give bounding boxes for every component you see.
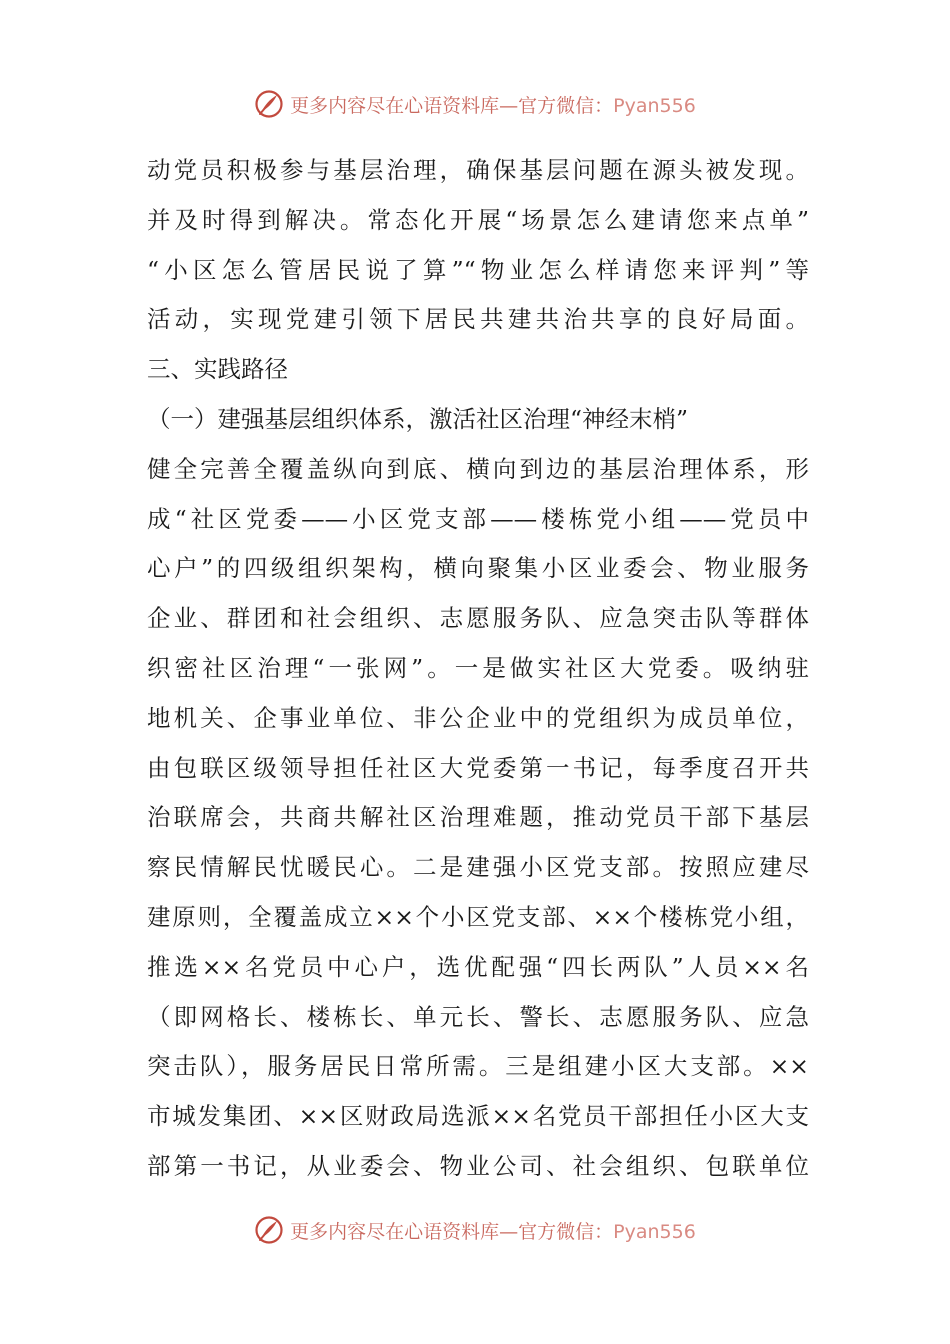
body-line: 部第一书记，从业委会、物业公司、社会组织、包联单位 <box>147 1151 809 1180</box>
body-line: 织密社区治理“一张网”。一是做实社区大党委。吸纳驻 <box>147 653 809 682</box>
body-line: 活动，实现党建引领下居民共建共治共享的良好局面。 <box>147 305 809 334</box>
body-line: （即网格长、楼栋长、单元长、警长、志愿服务队、应急 <box>147 1002 809 1031</box>
subsection-heading: （一）建强基层组织体系，激活社区治理“神经末梢” <box>147 404 689 433</box>
document-body <box>147 146 809 1192</box>
header-watermark <box>0 84 950 124</box>
body-line: 企业、群团和社会组织、志愿服务队、应急突击队等群体 <box>147 604 809 633</box>
body-line: 健全完善全覆盖纵向到底、横向到边的基层治理体系，形 <box>147 454 809 483</box>
body-line: 成“社区党委——小区党支部——楼栋党小组——党员中 <box>147 504 809 533</box>
body-line: 地机关、企事业单位、非公企业中的党组织为成员单位， <box>147 703 809 732</box>
watermark-wechat-id: Pyan556 <box>613 94 696 117</box>
quill-logo-icon <box>254 89 284 119</box>
body-line: 察民情解民忧暖民心。二是建强小区党支部。按照应建尽 <box>147 853 809 882</box>
body-line: 推选××名党员中心户，选优配强“四长两队”人员××名 <box>147 952 809 981</box>
body-line: 心户”的四级组织架构，横向聚集小区业委会、物业服务 <box>147 554 809 583</box>
body-line: 市城发集团、××区财政局选派××名党员干部担任小区大支 <box>147 1102 809 1131</box>
body-line: 建原则，全覆盖成立××个小区党支部、××个楼栋党小组， <box>147 902 809 931</box>
body-line: 并及时得到解决。常态化开展“场景怎么建请您来点单” <box>147 205 809 234</box>
watermark-text: 更多内容尽在心语资料库—官方微信：Pyan556 <box>290 94 696 117</box>
watermark-text: 更多内容尽在心语资料库—官方微信：Pyan556 <box>290 1220 696 1243</box>
body-line: 突击队），服务居民日常所需。三是组建小区大支部。×× <box>147 1052 809 1081</box>
body-line: “小区怎么管居民说了算”“物业怎么样请您来评判”等 <box>147 255 809 284</box>
quill-logo-icon <box>254 1215 284 1245</box>
body-line: 治联席会，共商共解社区治理难题，推动党员干部下基层 <box>147 803 809 832</box>
section-heading: 三、实践路径 <box>147 355 288 384</box>
body-line: 由包联区级领导担任社区大党委第一书记，每季度召开共 <box>147 753 809 782</box>
footer-watermark <box>0 1210 950 1250</box>
body-line: 动党员积极参与基层治理，确保基层问题在源头被发现。 <box>147 156 809 184</box>
watermark-wechat-id: Pyan556 <box>613 1220 696 1243</box>
